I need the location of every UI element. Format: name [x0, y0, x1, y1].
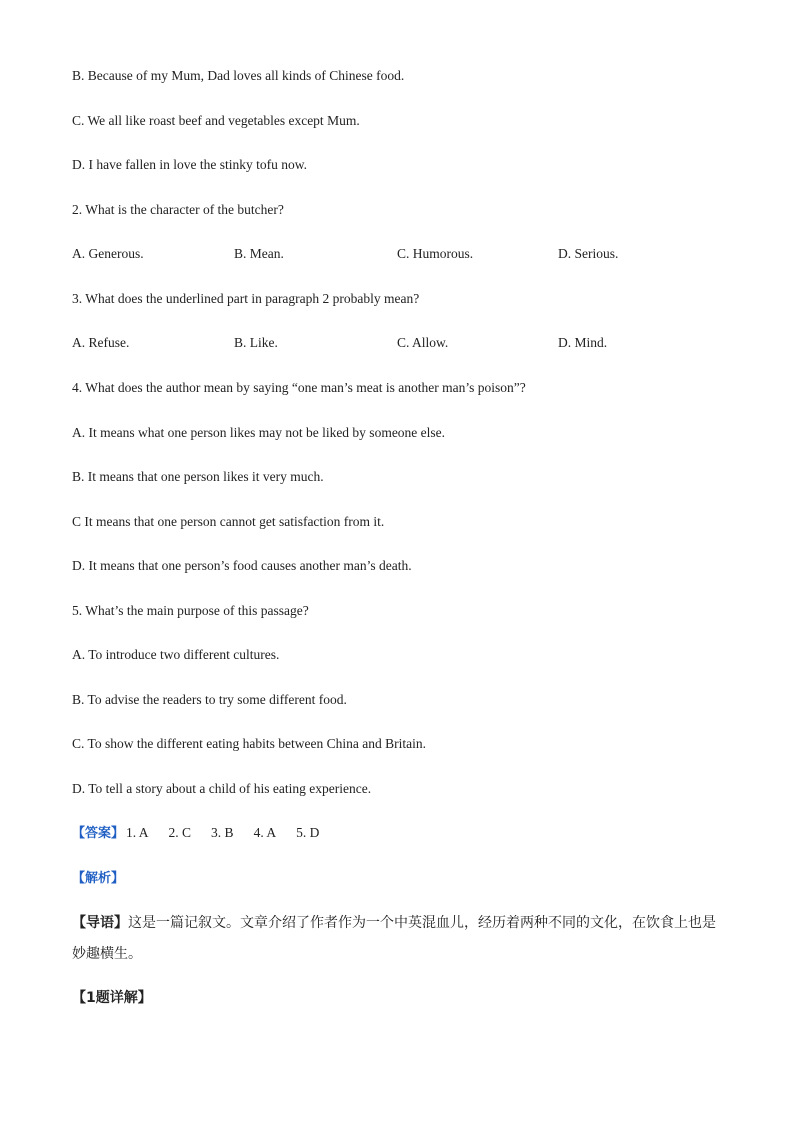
q5-question: 5. What’s the main purpose of this passage?: [72, 603, 309, 618]
q1-option-d: D. I have fallen in love the stinky tofu now.: [72, 157, 307, 172]
guide-paragraph: [72, 908, 728, 970]
q4-question: 4. What does the author mean by saying “one man’s meat is another man’s poison”?: [72, 380, 526, 395]
answer-item: 4. A: [253, 825, 277, 840]
q1-option-b: B. Because of my Mum, Dad loves all kinds of Chinese food.: [72, 68, 405, 83]
q2-option-a: A. Generous.: [72, 246, 144, 261]
detail-1-heading: 【1题详解】: [72, 990, 152, 1006]
q5-option-d: D. To tell a story about a child of his eating experience.: [72, 781, 372, 796]
answer-item: 3. B: [211, 825, 234, 840]
answer-key: [72, 825, 339, 842]
q5-option-c: C. To show the different eating habits between China and Britain.: [72, 736, 426, 751]
q2-option-d: D. Serious.: [558, 246, 619, 261]
answer-item: 2. C: [168, 825, 192, 840]
q4-option-a: A. It means what one person likes may not be liked by someone else.: [72, 425, 446, 440]
q2-option-b: B. Mean.: [234, 246, 284, 261]
analysis-label: 【解析】: [72, 871, 125, 886]
answer-item: 5. D: [296, 825, 320, 840]
q4-option-b: B. It means that one person likes it very much.: [72, 469, 324, 484]
q3-option-a: A. Refuse.: [72, 335, 130, 350]
q3-question: 3. What does the underlined part in paragraph 2 probably mean?: [72, 291, 420, 306]
q3-option-d: D. Mind.: [558, 335, 608, 350]
q3-option-c: C. Allow.: [397, 335, 449, 350]
q2-question: 2. What is the character of the butcher?: [72, 202, 284, 217]
analysis-heading: [72, 870, 124, 887]
q5-option-a: A. To introduce two different cultures.: [72, 647, 280, 662]
guide-label: 【导语】: [72, 915, 128, 931]
answer-label: 【答案】: [72, 826, 125, 841]
q4-option-c: C It means that one person cannot get satisfaction from it.: [72, 514, 385, 529]
q4-option-d: D. It means that one person’s food causes another man’s death.: [72, 558, 412, 573]
q5-option-b: B. To advise the readers to try some different food.: [72, 692, 347, 707]
q3-option-b: B. Like.: [234, 335, 278, 350]
guide-text: 这是一篇记叙文。文章介绍了作者作为一个中英混血儿，经历着两种不同的文化，在饮食上也是妙趣横生。: [72, 915, 716, 962]
q2-option-c: C. Humorous.: [397, 246, 474, 261]
q1-option-c: C. We all like roast beef and vegetables except Mum.: [72, 113, 360, 128]
answer-item: 1. A: [126, 825, 149, 840]
